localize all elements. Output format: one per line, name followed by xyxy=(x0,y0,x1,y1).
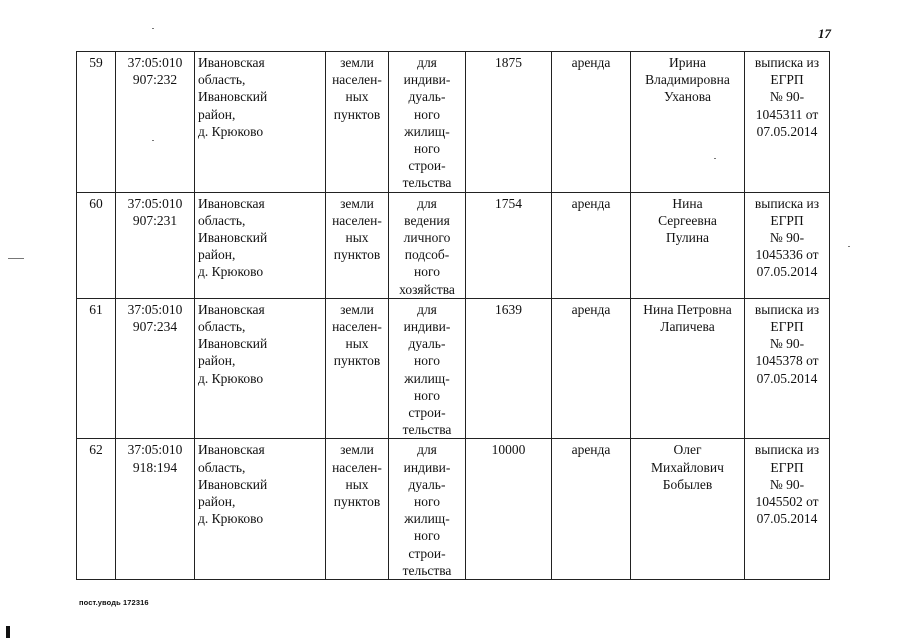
address-line: район, xyxy=(198,247,236,263)
permitted-use-line: дуаль- xyxy=(408,476,446,492)
owner-line: Пулина xyxy=(665,230,710,246)
area-cell: 1875 xyxy=(466,52,552,193)
row-number-cell: 60 xyxy=(77,192,116,298)
land-category-cell xyxy=(326,439,389,580)
permitted-use-line: дуаль- xyxy=(408,336,446,352)
permitted-use-line: ного xyxy=(414,264,440,280)
document-line: ЕГРП xyxy=(770,319,804,335)
address-line: район, xyxy=(198,494,236,510)
permitted-use-line: ного xyxy=(414,353,440,369)
owner-line: Лапичева xyxy=(660,319,715,335)
land-category-cell xyxy=(326,192,389,298)
owner-line: Сергеевна xyxy=(658,212,717,228)
cadastral-number-cell xyxy=(116,52,195,193)
address-line: район, xyxy=(198,106,236,122)
address-line: Ивановская xyxy=(198,301,265,317)
document-line: № 90- xyxy=(769,476,805,492)
cadastral-number-line: 37:05:010 xyxy=(127,55,183,70)
permitted-use-cell xyxy=(389,298,466,439)
land-category-line: пунктов xyxy=(333,494,381,510)
permitted-use-cell xyxy=(389,192,466,298)
scan-speck xyxy=(152,28,154,29)
document-line: ЕГРП xyxy=(770,72,804,88)
permitted-use-line: тельства xyxy=(402,175,452,191)
address-line: область, xyxy=(198,212,246,228)
scan-speck xyxy=(152,140,154,141)
scan-speck xyxy=(714,158,716,159)
address-line: Ивановский xyxy=(198,230,268,246)
land-category-cell xyxy=(326,298,389,439)
cadastral-number-line: 918:194 xyxy=(132,459,178,475)
scan-speck xyxy=(848,246,850,247)
document-cell xyxy=(745,52,830,193)
document-line: 07.05.2014 xyxy=(756,511,818,527)
row-number-cell: 59 xyxy=(77,52,116,193)
permitted-use-line: индиви- xyxy=(403,459,451,475)
cadastral-number-line: 907:234 xyxy=(132,319,178,335)
owner-line: Уханова xyxy=(664,89,711,105)
permitted-use-line: для xyxy=(417,55,437,70)
document-line: 07.05.2014 xyxy=(756,123,818,139)
land-category-line: ных xyxy=(345,230,369,246)
permitted-use-line: строи- xyxy=(408,545,446,561)
owner-line: Бобылев xyxy=(662,476,713,492)
cadastral-number-cell xyxy=(116,439,195,580)
land-category-line: земли xyxy=(340,442,374,458)
owner-line: Михайлович xyxy=(651,459,724,475)
permitted-use-line: личного xyxy=(403,230,451,246)
address-line: Ивановская xyxy=(198,55,265,70)
page-number: 17 xyxy=(818,26,831,41)
owner-line: Ирина xyxy=(669,55,706,70)
table-body xyxy=(77,52,830,580)
address-line: Ивановская xyxy=(198,442,265,458)
permitted-use-line: подсоб- xyxy=(404,247,450,263)
cadastral-number-cell xyxy=(116,192,195,298)
land-category-line: земли xyxy=(340,55,374,70)
table-row xyxy=(77,439,830,580)
owner-cell xyxy=(631,298,745,439)
permitted-use-cell xyxy=(389,439,466,580)
address-cell xyxy=(195,192,326,298)
document-line: выписка из xyxy=(754,301,820,317)
address-line: область, xyxy=(198,319,246,335)
land-category-line: ных xyxy=(345,89,369,105)
permitted-use-line: для xyxy=(417,195,437,211)
land-category-line: ных xyxy=(345,476,369,492)
permitted-use-line: ного xyxy=(414,141,440,157)
land-category-line: пунктов xyxy=(333,353,381,369)
address-line: область, xyxy=(198,459,246,475)
owner-line: Олег xyxy=(673,442,702,458)
document-line: 1045311 от xyxy=(755,106,819,122)
land-registry-table xyxy=(76,51,830,580)
owner-line: Нина Петровна xyxy=(643,301,732,317)
right-type-cell: аренда xyxy=(552,52,631,193)
owner-line: Владимировна xyxy=(645,72,730,88)
document-line: 1045378 от xyxy=(755,353,819,369)
document-line: 07.05.2014 xyxy=(756,264,818,280)
address-line: д. Крюково xyxy=(198,123,264,139)
permitted-use-line: для xyxy=(417,442,437,458)
owner-cell xyxy=(631,439,745,580)
permitted-use-line: ного xyxy=(414,106,440,122)
land-category-line: населен- xyxy=(332,72,382,88)
land-category-line: пунктов xyxy=(333,247,381,263)
permitted-use-line: ного xyxy=(414,528,440,544)
land-category-line: земли xyxy=(340,195,374,211)
document-line: 1045502 от xyxy=(755,494,819,510)
land-category-line: земли xyxy=(340,301,374,317)
table-row xyxy=(77,52,830,193)
land-category-line: населен- xyxy=(332,212,382,228)
cadastral-number-line: 37:05:010 xyxy=(127,195,183,211)
land-category-line: ных xyxy=(345,336,369,352)
cadastral-number-line: 37:05:010 xyxy=(127,301,183,317)
table-row xyxy=(77,192,830,298)
address-line: Ивановский xyxy=(198,476,268,492)
address-line: область, xyxy=(198,72,246,88)
permitted-use-line: тельства xyxy=(402,422,452,438)
document-cell xyxy=(745,298,830,439)
area-cell: 1639 xyxy=(466,298,552,439)
row-number-cell: 62 xyxy=(77,439,116,580)
address-line: д. Крюково xyxy=(198,511,264,527)
area-cell: 1754 xyxy=(466,192,552,298)
document-line: выписка из xyxy=(754,55,820,70)
owner-line: Нина xyxy=(672,195,703,211)
owner-cell xyxy=(631,192,745,298)
permitted-use-line: для xyxy=(417,301,437,317)
address-line: Ивановский xyxy=(198,89,268,105)
document-line: выписка из xyxy=(754,195,820,211)
address-line: Ивановский xyxy=(198,336,268,352)
address-cell xyxy=(195,52,326,193)
permitted-use-line: дуаль- xyxy=(408,89,446,105)
document-line: ЕГРП xyxy=(770,459,804,475)
row-number-cell: 61 xyxy=(77,298,116,439)
area-cell: 10000 xyxy=(466,439,552,580)
permitted-use-line: индиви- xyxy=(403,319,451,335)
document-cell xyxy=(745,439,830,580)
document-line: № 90- xyxy=(769,89,805,105)
permitted-use-line: ного xyxy=(414,387,440,403)
scan-speck xyxy=(8,258,24,259)
permitted-use-line: тельства xyxy=(402,562,452,578)
document-line: ЕГРП xyxy=(770,212,804,228)
permitted-use-line: строи- xyxy=(408,405,446,421)
address-line: Ивановская xyxy=(198,195,265,211)
address-cell xyxy=(195,439,326,580)
permitted-use-line: индиви- xyxy=(403,72,451,88)
document-line: № 90- xyxy=(769,230,805,246)
cadastral-number-line: 37:05:010 xyxy=(127,442,183,458)
address-line: д. Крюково xyxy=(198,264,264,280)
document-line: выписка из xyxy=(754,442,820,458)
permitted-use-line: хозяйства xyxy=(399,281,455,297)
right-type-cell: аренда xyxy=(552,439,631,580)
land-category-line: населен- xyxy=(332,319,382,335)
cadastral-number-cell xyxy=(116,298,195,439)
address-line: район, xyxy=(198,353,236,369)
permitted-use-line: ведения xyxy=(404,212,450,228)
right-type-cell: аренда xyxy=(552,298,631,439)
address-line: д. Крюково xyxy=(198,370,264,386)
document-line: № 90- xyxy=(769,336,805,352)
scan-artifact-mark xyxy=(6,626,10,638)
footer-note: пост.уводь 172316 xyxy=(79,598,149,607)
permitted-use-line: жилищ- xyxy=(404,511,450,527)
document-line: 1045336 от xyxy=(755,247,819,263)
address-cell xyxy=(195,298,326,439)
permitted-use-cell xyxy=(389,52,466,193)
cadastral-number-line: 907:232 xyxy=(132,72,178,88)
permitted-use-line: ного xyxy=(414,494,440,510)
permitted-use-line: жилищ- xyxy=(404,123,450,139)
land-category-line: пунктов xyxy=(333,106,381,122)
permitted-use-line: жилищ- xyxy=(404,370,450,386)
land-category-cell xyxy=(326,52,389,193)
document-line: 07.05.2014 xyxy=(756,370,818,386)
owner-cell xyxy=(631,52,745,193)
table-row xyxy=(77,298,830,439)
permitted-use-line: строи- xyxy=(408,158,446,174)
document-cell xyxy=(745,192,830,298)
right-type-cell: аренда xyxy=(552,192,631,298)
cadastral-number-line: 907:231 xyxy=(132,212,178,228)
land-category-line: населен- xyxy=(332,459,382,475)
